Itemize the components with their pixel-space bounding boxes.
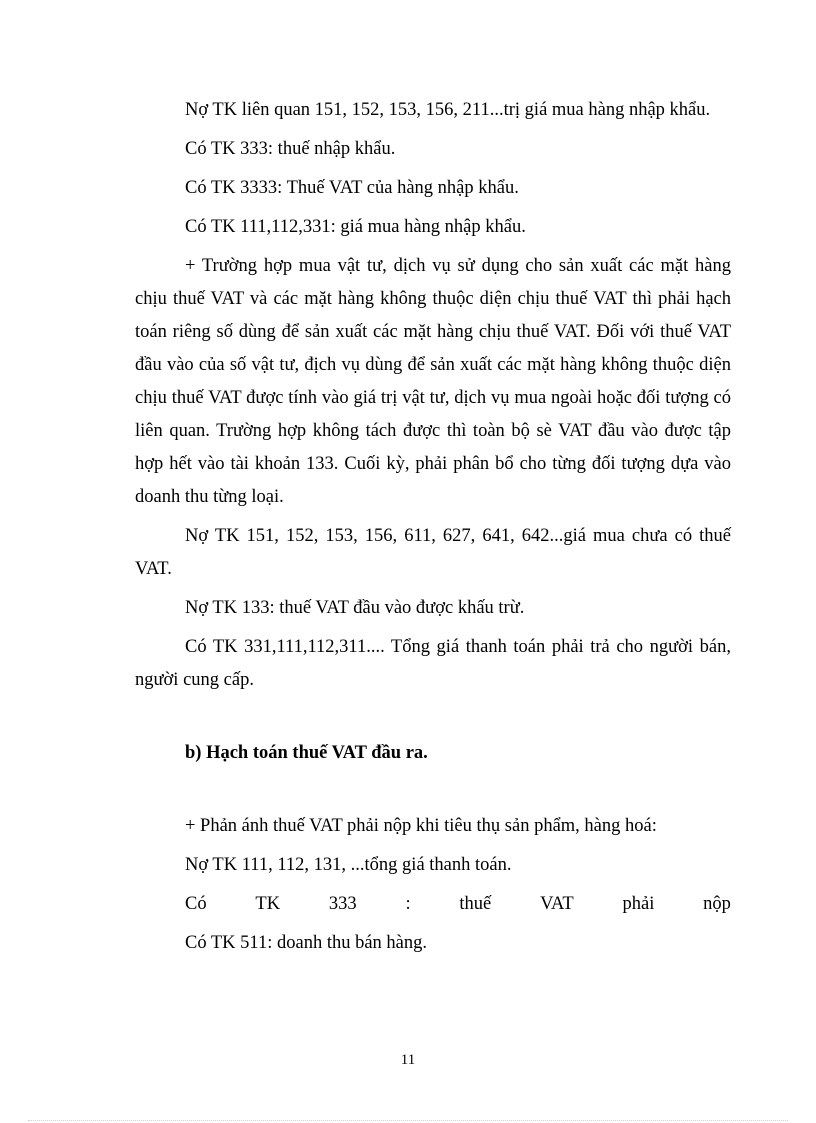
paragraph-credit-111: Có TK 111,112,331: giá mua hàng nhập khẩu. xyxy=(185,217,526,237)
paragraph-purchase-case: + Trường hợp mua vật tư, dịch vụ sử dụng cho sản xuất các mặt hàng chịu thuế VAT và các mặt hàng không thuộc diện chịu thuế VAT thì phải hạch toán riêng số dùng để sản xuất các mặt hàng chịu thuế VAT. Đối với thuế VAT đầu vào của số vật tư, địch vụ dùng để sản xuất các mặt hàng không thuộc diện chịu thuế VAT được tính vào giá trị vật tư, dịch vụ mua ngoài hoặc đối tượng có liên quan. Trường hợp không tách được thì toàn bộ sè VAT đầu vào được tập hợp hết vào tài khoản 133. Cuối kỳ, phải phân bổ cho từng đối tượng dựa vào doanh thu từng loại. xyxy=(135,256,731,507)
document-body xyxy=(135,94,731,960)
page-bottom-divider xyxy=(28,1120,788,1121)
paragraph-credit-511: Có TK 511: doanh thu bán hàng. xyxy=(185,933,428,953)
paragraph-debit-purchase: Nợ TK 151, 152, 153, 156, 611, 627, 641, 642...giá mua chưa có thuế VAT. xyxy=(135,526,731,579)
word: : xyxy=(405,894,411,914)
paragraph-debit-sales: Nợ TK 111, 112, 131, ...tổng giá thanh toán. xyxy=(185,855,512,875)
section-heading: b) Hạch toán thuế VAT đầu ra. xyxy=(185,743,428,763)
word: TK xyxy=(255,894,281,914)
paragraph-credit-333-output xyxy=(135,888,731,921)
paragraph-credit-total: Có TK 331,111,112,311.... Tổng giá thanh toán phải trả cho người bán, người cung cấp. xyxy=(135,637,731,690)
word: nộp xyxy=(703,894,731,914)
word: Có xyxy=(185,894,207,914)
paragraph-credit-333: Có TK 333: thuế nhập khẩu. xyxy=(185,139,396,159)
word: thuế xyxy=(459,894,492,914)
paragraph-debit-133: Nợ TK 133: thuế VAT đầu vào được khấu trừ. xyxy=(185,598,525,618)
paragraph-credit-3333: Có TK 3333: Thuế VAT của hàng nhập khẩu. xyxy=(185,178,519,198)
page-number: 11 xyxy=(400,1052,416,1068)
word: phải xyxy=(622,894,655,914)
paragraph-debit-import: Nợ TK liên quan 151, 152, 153, 156, 211...trị giá mua hàng nhập khẩu. xyxy=(185,100,711,120)
word: VAT xyxy=(540,894,574,914)
word: 333 xyxy=(328,894,357,914)
paragraph-output-vat: + Phản ánh thuế VAT phải nộp khi tiêu thụ sản phẩm, hàng hoá: xyxy=(185,816,657,836)
